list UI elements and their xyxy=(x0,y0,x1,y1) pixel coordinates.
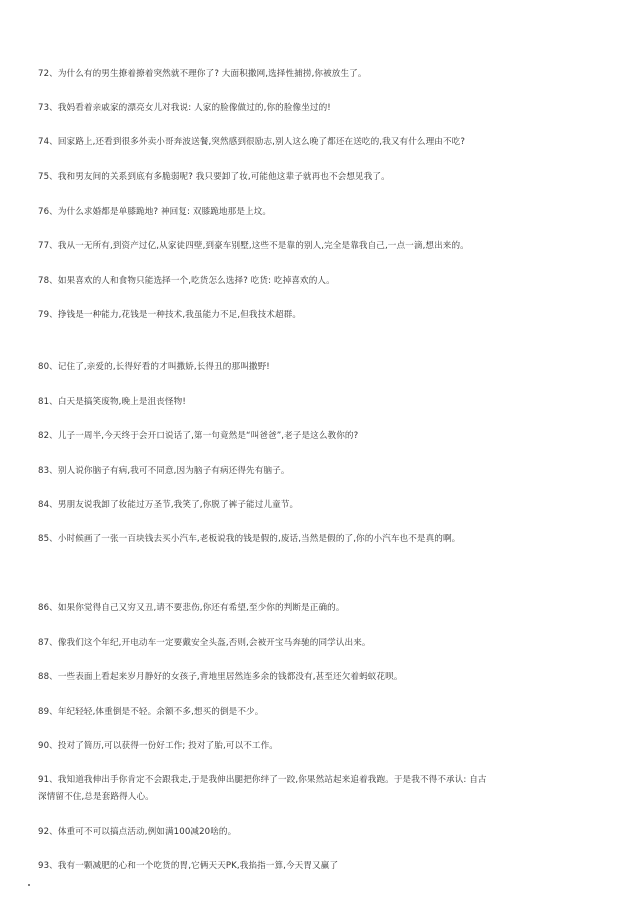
joke-item-82: 82、儿子一周半,今天终于会开口说话了,第一句竟然是“叫爸爸”,老子是这么教你的? xyxy=(38,431,359,441)
joke-item-83: 83、别人说你脑子有病,我可不同意,因为脑子有病还得先有脑子。 xyxy=(38,466,290,476)
joke-item-92: 92、体重可不可以搞点活动,例如满100减20啥的。 xyxy=(38,827,237,837)
joke-item-88: 88、一些表面上看起来岁月静好的女孩子,背地里居然连多余的钱都没有,甚至还欠着蚂蚁花呗。 xyxy=(38,672,403,682)
joke-item-89: 89、年纪轻轻,体重倒是不轻。余额不多,想买的倒是不少。 xyxy=(38,707,264,717)
joke-item-85: 85、小时候画了一张一百块钱去买小汽车,老板说我的钱是假的,废话,当然是假的了,你的小汽车也不是真的啊。 xyxy=(38,534,461,544)
joke-item-84: 84、男朋友说我卸了妆能过万圣节,我笑了,你脱了裤子能过儿童节。 xyxy=(38,500,299,510)
joke-item-72: 72、为什么有的男生撩着撩着突然就不理你了? 大面积撒网,选择性捕捞,你被放生了。 xyxy=(38,69,367,79)
joke-item-91: 91、我知道我伸出手你肯定不会跟我走,于是我伸出腿把你绊了一跤,你果然站起来追着我跑。于是我不得不承认: 自古深情留不住,总是套路得人心。 xyxy=(38,775,487,802)
joke-item-78: 78、如果喜欢的人和食物只能选择一个,吃货怎么选择? 吃货: 吃掉喜欢的人。 xyxy=(38,276,335,286)
page-marker-dot xyxy=(28,884,30,886)
joke-item-76: 76、为什么求婚都是单膝跪地? 神回复: 双膝跪地那是上坟。 xyxy=(38,207,272,217)
joke-item-73: 73、我妈看着亲戚家的漂亮女儿对我说: 人家的脸像做过的,你的脸像坐过的! xyxy=(38,103,331,113)
joke-item-90: 90、投对了简历,可以获得一份好工作; 投对了胎,可以不工作。 xyxy=(38,741,278,751)
joke-item-77: 77、我从一无所有,到资产过亿,从家徒四壁,到豪车别墅,这些不是靠的别人,完全是靠我自己,一点一滴,想出来的。 xyxy=(38,241,469,251)
joke-item-80: 80、记住了,亲爱的,长得好看的才叫撒娇,长得丑的那叫撒野! xyxy=(38,362,270,372)
joke-item-79: 79、挣钱是一种能力,花钱是一种技术,我虽能力不足,但我技术超群。 xyxy=(38,310,302,320)
joke-item-74: 74、回家路上,还看到很多外卖小哥奔波送餐,突然感到很励志,别人这么晚了都还在送吃的,我又有什么理由不吃? xyxy=(38,137,466,147)
joke-item-93: 93、我有一颗减肥的心和一个吃货的胃,它俩天天PK,我掐指一算,今天胃又赢了 xyxy=(38,861,339,871)
joke-item-87: 87、像我们这个年纪,开电动车一定要戴安全头盔,否则,会被开宝马奔驰的同学认出来。 xyxy=(38,638,371,648)
joke-item-75: 75、我和男友间的关系到底有多脆弱呢? 我只要卸了妆,可能他这辈子就再也不会想见我了。 xyxy=(38,172,390,182)
joke-item-86: 86、如果你觉得自己又穷又丑,请不要悲伤,你还有希望,至少你的判断是正确的。 xyxy=(38,603,345,613)
joke-item-81: 81、白天是搞笑废物,晚上是沮丧怪物! xyxy=(38,397,186,407)
